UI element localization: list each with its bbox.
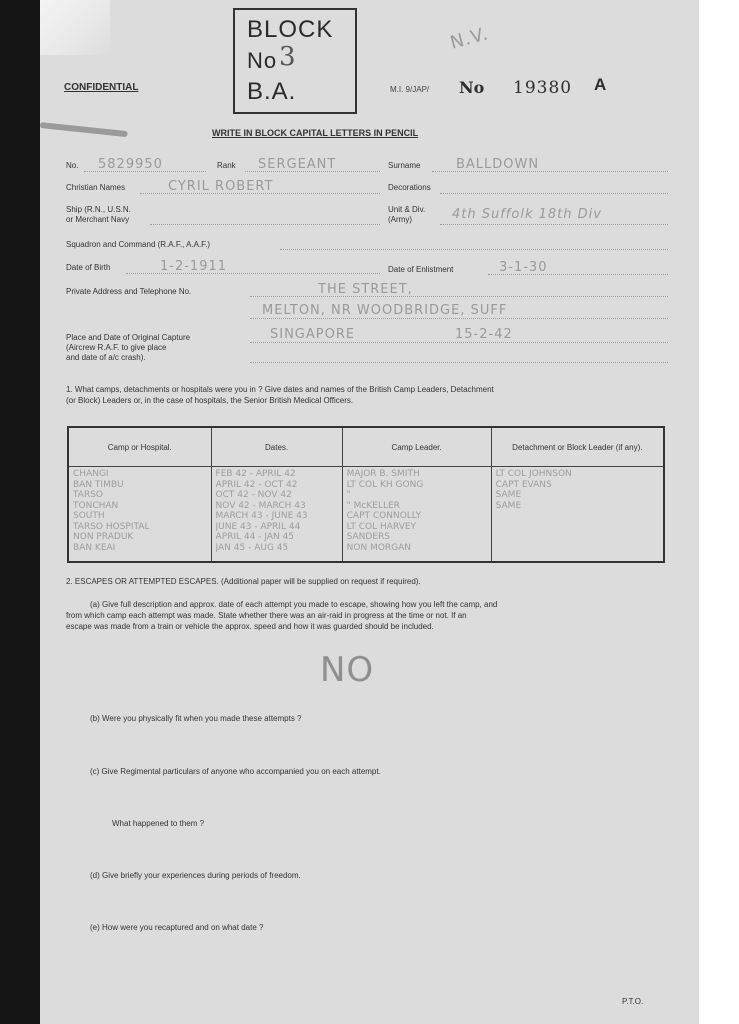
block-stamp <box>233 8 357 114</box>
unit-value: 4th Suffolk 18th Div <box>452 207 602 222</box>
scan-border-left <box>0 0 40 1024</box>
enlistment-label: Date of Enlistment <box>388 265 454 274</box>
rank-label: Rank <box>217 161 236 170</box>
question-1-text-line2: (or Block) Leaders or, in the case of hospitals, the Senior British Medical Officers. <box>66 396 354 405</box>
scan-border-right <box>699 0 739 1024</box>
camp-entry: BAN TIMBU <box>73 479 124 490</box>
dob-label: Date of Birth <box>66 263 111 272</box>
header-detachment-leader: Detachment or Block Leader (if any). <box>491 427 664 467</box>
detachment-entry: LT COL JOHNSON <box>495 469 572 479</box>
date-entry: OCT 42 - NOV 42 <box>215 490 292 500</box>
camp-entry: CHANGI <box>73 469 109 479</box>
date-entry: JUNE 43 - APRIL 44 <box>215 521 301 532</box>
pencil-annotation: N.V. <box>447 23 491 54</box>
staple-mark <box>40 122 128 137</box>
leader-entry: MAJOR B. SMITH <box>346 469 420 479</box>
stamp-ba-text: B.A. <box>247 78 297 105</box>
camp-entry: TARSO <box>73 490 104 500</box>
leaders-column <box>342 467 491 563</box>
ship-label: Ship (R.N., U.S.N. <box>66 205 131 214</box>
camp-entry: TARSO HOSPITAL <box>73 521 150 532</box>
table-header-row <box>68 427 664 467</box>
form-suffix: A <box>594 75 607 94</box>
date-entry: JAN 45 - AUG 45 <box>215 542 289 553</box>
confidential-label: CONFIDENTIAL <box>64 82 139 93</box>
stamp-number-handwritten: 3 <box>279 42 296 72</box>
torn-corner <box>40 0 110 55</box>
rank-value: SERGEANT <box>258 157 337 172</box>
form-number: 19380 <box>513 78 573 98</box>
leader-entry: LT COL HARVEY <box>346 521 417 532</box>
instruction-heading: WRITE IN BLOCK CAPITAL LETTERS IN PENCIL <box>212 128 419 138</box>
leader-entry: " McKELLER <box>346 500 400 511</box>
ref-code: M.I. 9/JAP/ <box>390 85 430 94</box>
date-entry: MARCH 43 - JUNE 43 <box>215 511 308 521</box>
detachment-entry: CAPT EVANS <box>495 479 552 490</box>
camps-column <box>68 467 211 563</box>
escape-answer: NO <box>320 650 375 690</box>
camp-entry: NON PRADUK <box>73 532 134 542</box>
squadron-label: Squadron and Command (R.A.F., A.A.F.) <box>66 240 211 249</box>
leader-entry: " <box>346 490 351 500</box>
detachment-entry: SAME <box>495 500 522 511</box>
decorations-label: Decorations <box>388 183 431 192</box>
question-2a-text-line3: escape was made from a train or vehicle the approx. speed and how it was guarded should be included. <box>66 622 434 631</box>
address-line1: THE STREET, <box>318 282 413 297</box>
surname-value: BALLDOWN <box>456 157 540 172</box>
table-body-row <box>68 467 664 563</box>
camp-entry: SOUTH <box>73 511 105 521</box>
dates-column <box>211 467 342 563</box>
surname-label: Surname <box>388 161 421 170</box>
enlistment-value: 3-1-30 <box>499 260 548 275</box>
leader-entry: CAPT CONNOLLY <box>346 511 422 521</box>
camp-entry: TONCHAN <box>73 500 119 511</box>
question-2b-text: (b) Were you physically fit when you made these attempts ? <box>90 714 302 723</box>
no-label: No. <box>66 161 79 170</box>
date-entry: APRIL 44 - JAN 45 <box>215 532 295 542</box>
header-camp-leader: Camp Leader. <box>342 427 491 467</box>
form-page <box>40 0 699 1024</box>
header-camp: Camp or Hospital. <box>68 427 211 467</box>
question-2c-followup: What happened to them ? <box>112 819 205 828</box>
address-label: Private Address and Telephone No. <box>66 287 192 296</box>
christian-names-label: Christian Names <box>66 183 126 192</box>
pto-label: P.T.O. <box>622 997 644 1006</box>
stamp-no-text: No <box>247 48 278 73</box>
leader-entry: SANDERS <box>346 532 390 542</box>
detachment-entry: SAME <box>495 490 522 500</box>
form-no-label: No <box>459 78 485 97</box>
capture-label-line3: and date of a/c crash). <box>66 353 146 362</box>
unit-label-line2: (Army) <box>388 215 412 224</box>
leader-entry: NON MORGAN <box>346 542 412 553</box>
header-dates: Dates. <box>211 427 342 467</box>
camp-entry: BAN KEAI <box>73 542 116 553</box>
detachments-column <box>491 467 664 563</box>
date-entry: NOV 42 - MARCH 43 <box>215 500 306 511</box>
address-line2: MELTON, NR WOODBRIDGE, SUFF <box>262 303 508 318</box>
stamp-block-text: BLOCK <box>247 16 334 43</box>
capture-label: Place and Date of Original Capture <box>66 333 191 342</box>
question-2a-text: (a) Give full description and approx. date of each attempt you made to escape, showing how you left the camp, and <box>90 600 498 609</box>
ship-label-line2: or Merchant Navy <box>66 215 130 224</box>
question-2e-text: (e) How were you recaptured and on what date ? <box>90 923 264 932</box>
question-2d-text: (d) Give briefly your experiences during periods of freedom. <box>90 871 301 880</box>
dob-value: 1-2-1911 <box>160 259 228 274</box>
question-2c-text: (c) Give Regimental particulars of anyone who accompanied you on each attempt. <box>90 767 381 776</box>
leader-entry: LT COL KH GONG <box>346 479 424 490</box>
capture-date-value: 15-2-42 <box>455 327 513 342</box>
question-2-title: 2. ESCAPES OR ATTEMPTED ESCAPES. (Additional paper will be supplied on request if required). <box>66 577 421 586</box>
service-number-value: 5829950 <box>98 157 163 172</box>
capture-place-value: SINGAPORE <box>270 327 356 342</box>
date-entry: APRIL 42 - OCT 42 <box>215 479 298 490</box>
camps-table <box>67 426 665 563</box>
question-2a-text-line2: from which camp each attempt was made. State whether there was an air-raid in progress at the time or not. If an <box>66 611 467 620</box>
unit-label: Unit & Div. <box>388 205 426 214</box>
question-1-text: 1. What camps, detachments or hospitals were you in ? Give dates and names of the British Camp Leaders, Detachment <box>66 385 494 394</box>
capture-label-line2: (Aircrew R.A.F. to give place <box>66 343 167 352</box>
christian-names-value: CYRIL ROBERT <box>168 179 274 194</box>
date-entry: FEB 42 - APRIL 42 <box>215 469 296 479</box>
